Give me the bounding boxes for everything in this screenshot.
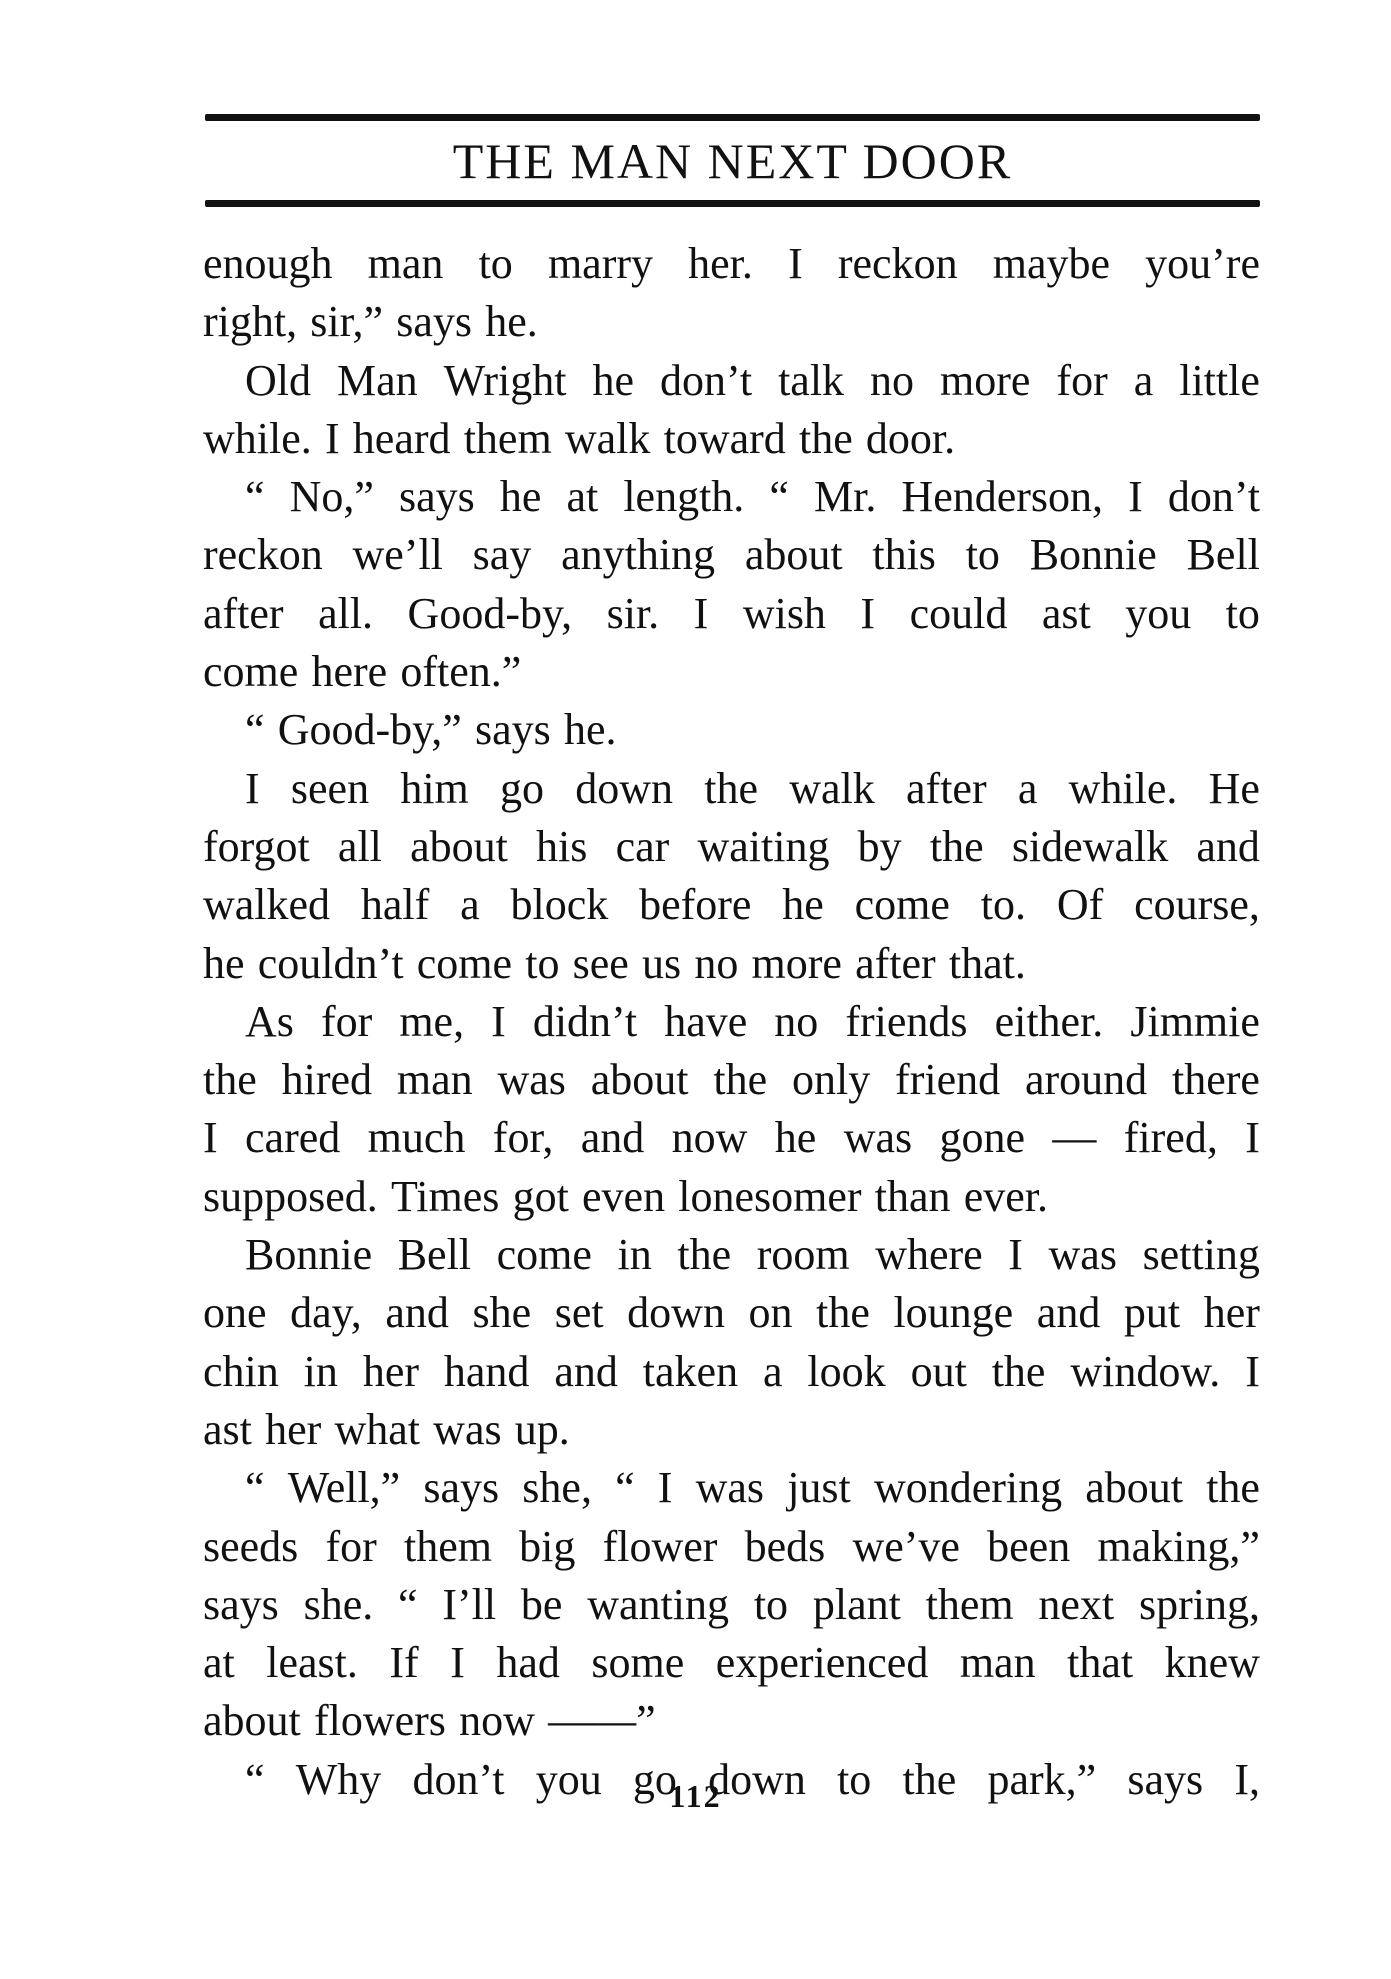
word: wondering xyxy=(873,1463,1063,1513)
word: reckon xyxy=(837,239,958,288)
word: ast xyxy=(1041,588,1091,638)
text-line xyxy=(203,701,1260,759)
word: now xyxy=(459,1696,535,1746)
word: Good-by, xyxy=(407,588,573,638)
word: all. xyxy=(318,588,374,638)
word: around xyxy=(1024,1055,1148,1105)
word: them xyxy=(463,413,552,463)
word: I xyxy=(693,588,709,638)
word: she xyxy=(472,1288,532,1338)
word: taken xyxy=(642,1346,739,1396)
word: room xyxy=(756,1230,850,1280)
word: we’ve xyxy=(852,1521,960,1571)
word: the xyxy=(713,1055,768,1105)
text-line xyxy=(203,876,1260,934)
word: says xyxy=(203,1579,279,1629)
word: was xyxy=(843,1113,913,1163)
word: maybe xyxy=(992,239,1111,288)
word: the xyxy=(991,1346,1046,1396)
word: talk xyxy=(778,355,845,405)
word: “ xyxy=(245,1463,265,1513)
text-line xyxy=(203,1109,1260,1167)
text-line xyxy=(203,235,1260,293)
word: what xyxy=(334,1404,420,1454)
word: I xyxy=(1245,1113,1260,1163)
word: see xyxy=(572,938,629,988)
word: that xyxy=(1067,1638,1134,1688)
word: Well,” xyxy=(287,1463,401,1513)
word: I xyxy=(657,1463,673,1513)
word: man xyxy=(367,239,444,288)
text-line xyxy=(203,468,1260,526)
word: some xyxy=(591,1638,685,1688)
word: friends xyxy=(845,996,968,1046)
word: while. xyxy=(203,413,312,463)
text-line xyxy=(203,1343,1260,1401)
word: ast xyxy=(203,1404,252,1454)
word: Good-by,” xyxy=(277,705,462,755)
word: flower xyxy=(602,1521,718,1571)
word: Bell xyxy=(397,1230,472,1280)
word: half xyxy=(360,880,430,930)
header-rule-top xyxy=(205,114,1260,121)
word: after xyxy=(855,938,936,988)
word: “ xyxy=(245,705,265,755)
word: to xyxy=(837,1754,872,1804)
word: come xyxy=(416,938,513,988)
word: course, xyxy=(1134,880,1260,930)
word: spring, xyxy=(1138,1579,1260,1629)
word: while. xyxy=(1068,763,1178,813)
text-line xyxy=(203,1226,1260,1284)
word: all xyxy=(337,821,382,871)
word: either. xyxy=(994,996,1104,1046)
text-line xyxy=(203,935,1260,993)
word: cared xyxy=(245,1113,341,1163)
word: plant xyxy=(812,1579,901,1629)
word: and xyxy=(1196,821,1260,871)
word: beds xyxy=(744,1521,826,1571)
word: to xyxy=(753,1579,789,1629)
word: say xyxy=(472,530,532,580)
word: more xyxy=(940,355,1031,405)
word: a xyxy=(460,880,480,930)
word: door. xyxy=(865,413,956,463)
text-line xyxy=(203,526,1260,584)
word: the xyxy=(929,821,984,871)
text-line xyxy=(203,760,1260,818)
word: he xyxy=(499,472,542,522)
word: waiting xyxy=(697,821,830,871)
word: says xyxy=(1127,1754,1204,1804)
word: got xyxy=(512,1171,569,1221)
word: was xyxy=(1048,1230,1117,1280)
word: experienced xyxy=(715,1638,929,1688)
word: she. xyxy=(303,1579,374,1629)
word: I xyxy=(203,1113,218,1163)
word: don’t xyxy=(660,355,753,405)
word: for xyxy=(320,996,373,1046)
word: little xyxy=(1179,355,1260,405)
word: only xyxy=(791,1055,871,1105)
word: and xyxy=(1036,1288,1101,1338)
word: next xyxy=(1038,1579,1115,1629)
word: one xyxy=(203,1288,267,1338)
word: I xyxy=(324,413,340,463)
word: I xyxy=(860,588,876,638)
word: was xyxy=(695,1463,765,1513)
text-line xyxy=(203,1168,1260,1226)
word: out xyxy=(910,1346,967,1396)
word: No,” xyxy=(289,472,374,522)
word: heard xyxy=(352,413,451,463)
word: “ xyxy=(398,1579,418,1629)
word: and xyxy=(580,1113,645,1163)
word: man xyxy=(959,1638,1036,1688)
word: the xyxy=(1206,1463,1260,1513)
word: hand xyxy=(443,1346,530,1396)
word: no xyxy=(774,996,819,1046)
word: I xyxy=(491,996,506,1046)
word: he xyxy=(592,355,635,405)
word: walk xyxy=(789,763,875,813)
word: this xyxy=(872,530,936,580)
word: to xyxy=(525,938,560,988)
word: after xyxy=(906,763,987,813)
word: about xyxy=(203,1696,301,1746)
word: knew xyxy=(1164,1638,1260,1688)
word: go xyxy=(500,763,544,813)
word: to xyxy=(478,239,513,288)
word: her. xyxy=(688,239,753,288)
word: come xyxy=(496,1230,592,1280)
word: about xyxy=(744,530,843,580)
word: a xyxy=(1017,763,1038,813)
word: I xyxy=(788,239,803,288)
word: I, xyxy=(1234,1754,1260,1804)
text-line xyxy=(203,818,1260,876)
word: and xyxy=(554,1346,618,1396)
word: block xyxy=(510,880,609,930)
word: the xyxy=(677,1230,732,1280)
word: making,” xyxy=(1097,1521,1260,1571)
word: was xyxy=(497,1055,566,1105)
word: I’ll xyxy=(442,1579,497,1629)
word: the xyxy=(704,763,759,813)
word: much xyxy=(367,1113,466,1163)
word: about xyxy=(410,821,508,871)
word: Why xyxy=(295,1754,382,1804)
word: Of xyxy=(1056,880,1104,930)
word: at xyxy=(203,1638,235,1688)
word: her xyxy=(265,1404,322,1454)
word: don’t xyxy=(1167,472,1260,522)
word: hired xyxy=(281,1055,373,1105)
word: go xyxy=(632,1754,677,1804)
word: I xyxy=(1245,1346,1260,1396)
word: for xyxy=(325,1521,377,1571)
word: Jimmie xyxy=(1130,996,1260,1046)
word: we’ll xyxy=(352,530,443,580)
word: gone xyxy=(939,1113,1026,1163)
word: — xyxy=(1052,1113,1097,1163)
word: sidewalk xyxy=(1011,821,1169,871)
word: to. xyxy=(980,880,1026,930)
word: “ xyxy=(615,1463,635,1513)
word: ——” xyxy=(548,1696,656,1746)
word: up. xyxy=(514,1404,570,1454)
word: in xyxy=(617,1230,652,1280)
text-line xyxy=(203,1401,1260,1459)
word: the xyxy=(798,413,853,463)
page-number: 112 xyxy=(669,1778,722,1814)
word: there xyxy=(1171,1055,1260,1105)
word: marry xyxy=(547,239,654,288)
word: forgot xyxy=(203,821,310,871)
word: lounge xyxy=(893,1288,1014,1338)
word: lonesomer xyxy=(678,1171,862,1221)
word: after xyxy=(203,588,284,638)
word: could xyxy=(909,588,1008,638)
word: to xyxy=(965,530,1000,580)
header-rule-bottom xyxy=(205,200,1260,207)
word: ever. xyxy=(963,1171,1048,1221)
word: you’re xyxy=(1145,239,1260,288)
word: had xyxy=(496,1638,560,1688)
word: was xyxy=(433,1404,502,1454)
word: walked xyxy=(203,880,331,930)
word: flowers xyxy=(313,1696,446,1746)
word: just xyxy=(787,1463,851,1513)
word: down xyxy=(575,763,674,813)
word: he xyxy=(774,1113,817,1163)
word: for, xyxy=(492,1113,554,1163)
word: least. xyxy=(266,1638,358,1688)
word: day, xyxy=(290,1288,362,1338)
word: seeds xyxy=(203,1521,299,1571)
word: a xyxy=(1133,355,1154,405)
word: chin xyxy=(203,1346,279,1396)
word: about xyxy=(590,1055,689,1105)
word: have xyxy=(664,996,748,1046)
word: no xyxy=(870,355,915,405)
word: reckon xyxy=(203,530,323,580)
word: Bell xyxy=(1186,530,1260,580)
word: before xyxy=(639,880,752,930)
word: the xyxy=(816,1288,870,1338)
word: put xyxy=(1123,1288,1181,1338)
body-text xyxy=(203,235,1260,1809)
word: wanting xyxy=(587,1579,730,1629)
text-line xyxy=(203,1051,1260,1109)
word: me, xyxy=(399,996,465,1046)
word: set xyxy=(554,1288,604,1338)
word: Henderson, xyxy=(901,472,1104,522)
word: look xyxy=(807,1346,886,1396)
word: down xyxy=(708,1754,806,1804)
word: he xyxy=(782,880,824,930)
word: here xyxy=(311,647,388,697)
word: sir,” xyxy=(310,297,384,347)
word: the xyxy=(902,1754,957,1804)
word: now xyxy=(671,1113,748,1163)
word: for xyxy=(1056,355,1108,405)
word: than xyxy=(874,1171,951,1221)
word: toward xyxy=(663,413,786,463)
word: window. xyxy=(1070,1346,1221,1396)
word: he. xyxy=(485,297,538,347)
word: fired, xyxy=(1123,1113,1218,1163)
word: Times xyxy=(390,1171,500,1221)
word: didn’t xyxy=(532,996,638,1046)
word: come xyxy=(854,880,950,930)
word: couldn’t xyxy=(257,938,404,988)
word: says xyxy=(396,297,473,347)
text-line xyxy=(203,1576,1260,1634)
word: He xyxy=(1208,763,1260,813)
word: says xyxy=(399,472,475,522)
word: big xyxy=(519,1521,576,1571)
word: Wright xyxy=(443,355,567,405)
word: his xyxy=(536,821,588,871)
word: about xyxy=(1085,1463,1184,1513)
text-line xyxy=(203,352,1260,410)
word: “ xyxy=(245,472,265,522)
word: Man xyxy=(336,355,418,405)
word: enough xyxy=(203,239,333,288)
word: he xyxy=(203,938,245,988)
word: says xyxy=(423,1463,500,1513)
word: I xyxy=(1128,472,1143,522)
word: wish xyxy=(742,588,826,638)
word: to xyxy=(1225,588,1260,638)
word: you xyxy=(535,1754,602,1804)
word: her xyxy=(362,1346,419,1396)
word: he. xyxy=(563,705,617,755)
text-line xyxy=(203,1518,1260,1576)
word: you xyxy=(1125,588,1192,638)
running-head: THE MAN NEXT DOOR xyxy=(452,133,1013,189)
word: her xyxy=(1203,1288,1260,1338)
word: Old xyxy=(245,355,311,405)
word: “ xyxy=(245,1754,265,1804)
word: at xyxy=(566,472,599,522)
word: us xyxy=(642,938,682,988)
word: more xyxy=(751,938,842,988)
text-line xyxy=(203,1692,1260,1750)
word: As xyxy=(245,996,294,1046)
word: length. xyxy=(623,472,745,522)
word: in xyxy=(303,1346,338,1396)
word: that. xyxy=(948,938,1026,988)
word: often.” xyxy=(400,647,522,697)
text-line xyxy=(203,585,1260,643)
word: right, xyxy=(203,297,298,347)
word: Bonnie xyxy=(245,1230,373,1280)
word: supposed. xyxy=(203,1171,378,1221)
word: I xyxy=(1008,1230,1023,1280)
word: don’t xyxy=(412,1754,505,1804)
word: and xyxy=(385,1288,449,1338)
word: man xyxy=(396,1055,473,1105)
text-line xyxy=(203,410,1260,468)
word: car xyxy=(615,821,670,871)
text-line xyxy=(203,993,1260,1051)
text-line xyxy=(203,643,1260,701)
text-line xyxy=(203,1634,1260,1692)
word: setting xyxy=(1142,1230,1260,1280)
word: Mr. xyxy=(813,472,877,522)
word: park,” xyxy=(987,1754,1097,1804)
word: walk xyxy=(564,413,651,463)
word: the xyxy=(203,1055,257,1105)
word: on xyxy=(748,1288,793,1338)
word: down xyxy=(627,1288,725,1338)
word: she, xyxy=(522,1463,592,1513)
word: be xyxy=(520,1579,563,1629)
text-line xyxy=(203,1459,1260,1517)
word: I xyxy=(450,1638,465,1688)
word: friend xyxy=(895,1055,1001,1105)
word: Bonnie xyxy=(1029,530,1157,580)
word: says xyxy=(475,705,551,755)
word: I xyxy=(245,763,260,813)
text-line xyxy=(203,1284,1260,1342)
word: “ xyxy=(769,472,789,522)
word: If xyxy=(389,1638,419,1688)
word: been xyxy=(987,1521,1071,1571)
word: them xyxy=(925,1579,1014,1629)
word: no xyxy=(694,938,739,988)
word: a xyxy=(762,1346,783,1396)
word: even xyxy=(582,1171,666,1221)
word: him xyxy=(400,763,469,813)
word: where xyxy=(875,1230,983,1280)
word: them xyxy=(404,1521,492,1571)
word: sir. xyxy=(606,588,660,638)
word: by xyxy=(857,821,902,871)
word: seen xyxy=(290,763,370,813)
word: come xyxy=(203,647,299,697)
text-line xyxy=(203,293,1260,351)
word: anything xyxy=(561,530,716,580)
